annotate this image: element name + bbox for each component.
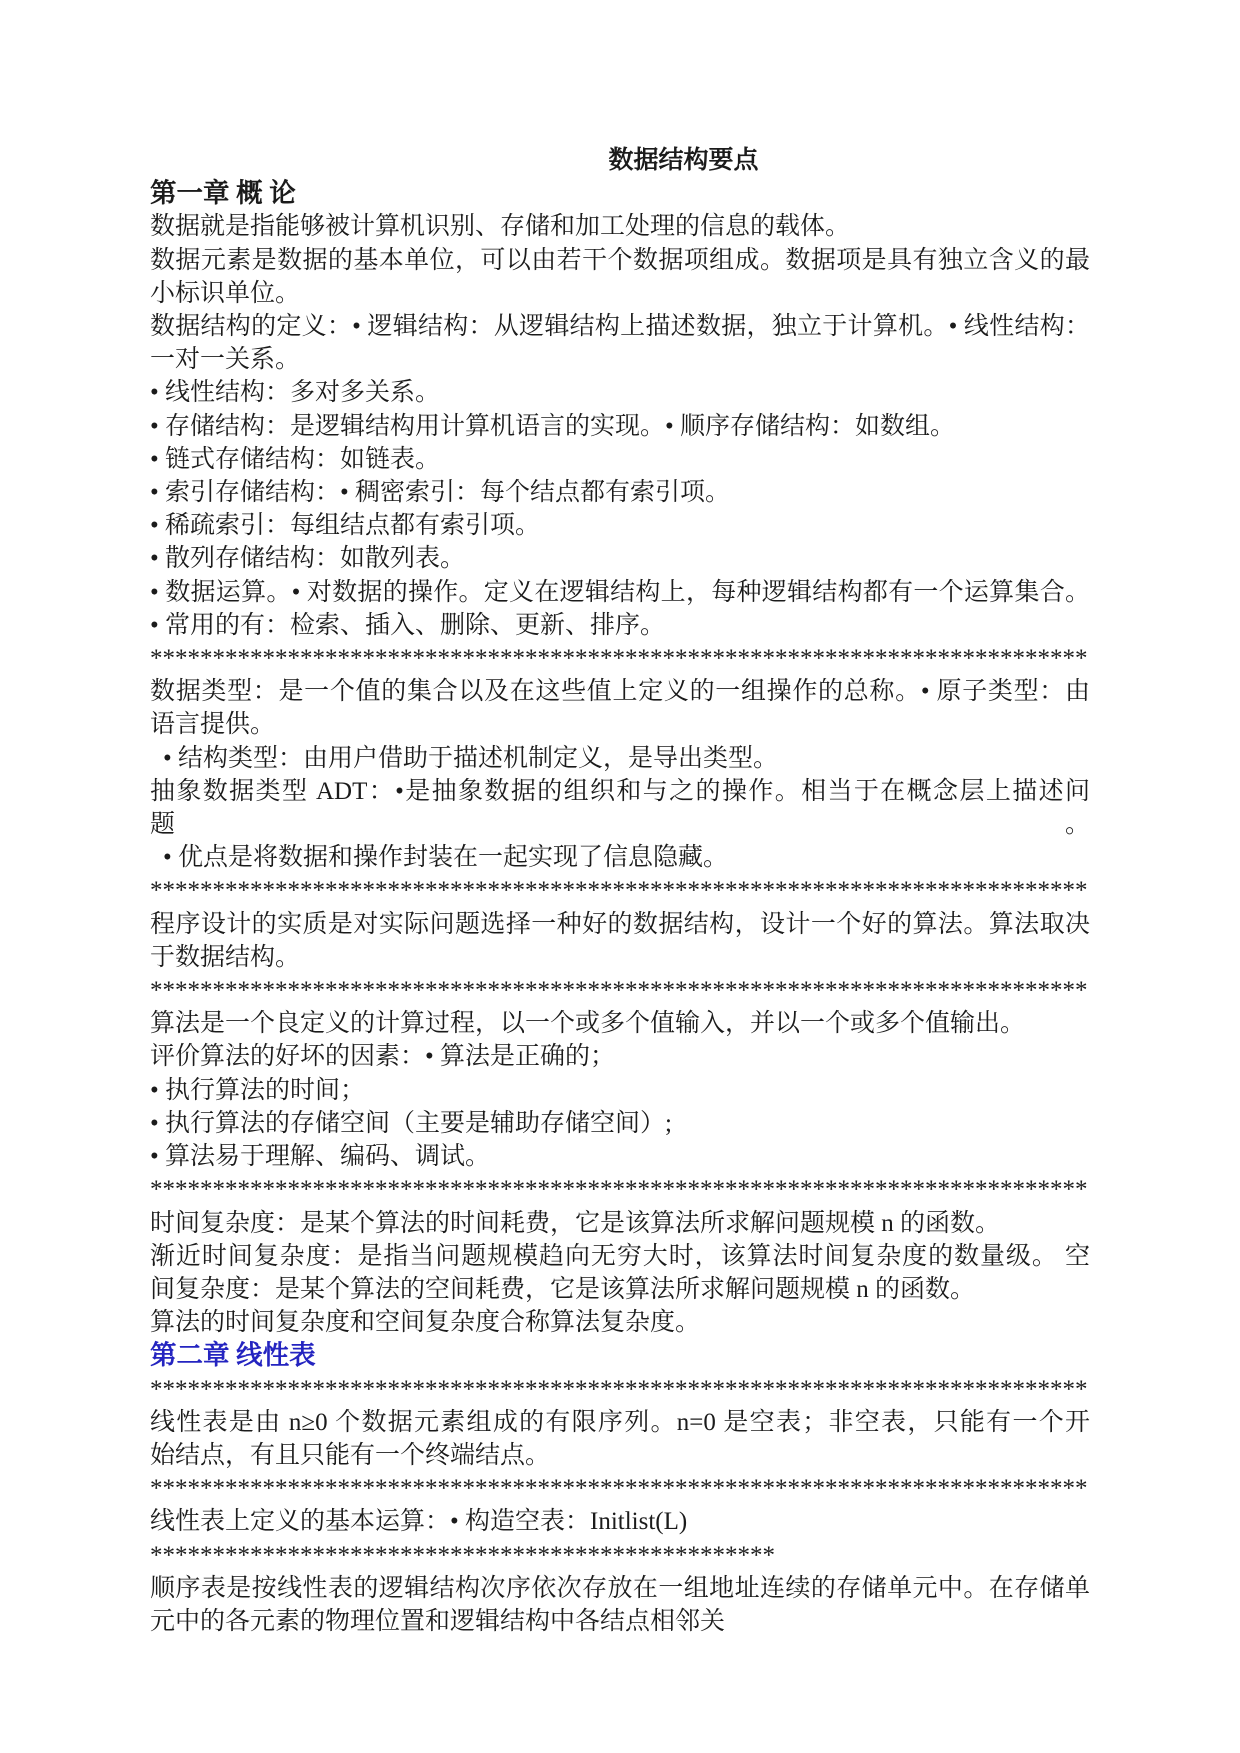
text-line: • 稀疏索引：每组结点都有索引项。 <box>150 512 541 540</box>
separator-line: *************************************************************************** <box>150 1475 1088 1503</box>
text-line: • 线性结构：多对多关系。 <box>150 379 441 407</box>
text-line: 数据就是指能够被计算机识别、存储和加工处理的信息的载体。 <box>150 213 851 241</box>
text-line: 始结点，有且只能有一个终端结点。 <box>150 1441 551 1469</box>
text-line: 线性表是由 n≥0 个数据元素组成的有限序列。n=0 是空表；非空表，只能有一个开 <box>150 1408 1090 1436</box>
text-line: 数据元素是数据的基本单位，可以由若干个数据项组成。数据项是具有独立含义的最 <box>150 246 1090 274</box>
text-line: 小标识单位。 <box>150 279 301 307</box>
text-line: • 算法易于理解、编码、调试。 <box>150 1143 491 1171</box>
chapter-2-heading: 第二章 线性表 <box>150 1340 316 1371</box>
text-line: 于数据结构。 <box>150 943 301 971</box>
text-line: 数据结构的定义：• 逻辑结构：从逻辑结构上描述数据，独立于计算机。• 线性结构： <box>150 313 1090 341</box>
text-line: 间复杂度：是某个算法的空间耗费，它是该算法所求解问题规模 n 的函数。 <box>150 1275 976 1303</box>
text-line: 时间复杂度：是某个算法的时间耗费，它是该算法所求解问题规模 n 的函数。 <box>150 1209 1001 1237</box>
text-line: 线性表上定义的基本运算：• 构造空表：Initlist(L) <box>150 1508 688 1536</box>
text-line: 一对一关系。 <box>150 346 301 374</box>
text-line: 语言提供。 <box>150 711 276 739</box>
separator-line: *************************************************************************** <box>150 1176 1088 1204</box>
text-line: • 数据运算。• 对数据的操作。定义在逻辑结构上，每种逻辑结构都有一个运算集合。 <box>150 578 1090 606</box>
text-line: • 优点是将数据和操作封装在一起实现了信息隐藏。 <box>163 844 729 872</box>
text-line: • 执行算法的时间； <box>150 1076 366 1104</box>
chapter-1-heading: 第一章 概 论 <box>150 178 296 209</box>
text-line: 算法是一个良定义的计算过程，以一个或多个值输入，并以一个或多个值输出。 <box>150 1010 1026 1038</box>
text-line: • 执行算法的存储空间（主要是辅助存储空间）; <box>150 1109 672 1137</box>
text-line: • 存储结构：是逻辑结构用计算机语言的实现。• 顺序存储结构：如数组。 <box>150 412 956 440</box>
text-line: 算法的时间复杂度和空间复杂度合称算法复杂度。 <box>150 1309 701 1337</box>
text-line: 抽象数据类型 ADT：•是抽象数据的组织和与之的操作。相当于在概念层上描述问题。 <box>150 777 1090 839</box>
text-line: 数据类型：是一个值的集合以及在这些值上定义的一组操作的总称。• 原子类型：由 <box>150 678 1090 706</box>
doc-title: 数据结构要点 <box>608 147 759 174</box>
text-line: • 索引存储结构：• 稠密索引：每个结点都有索引项。 <box>150 479 731 507</box>
text-line: 顺序表是按线性表的逻辑结构次序依次存放在一组地址连续的存储单元中。在存储单 <box>150 1574 1090 1602</box>
text-line: 渐近时间复杂度：是指当问题规模趋向无穷大时，该算法时间复杂度的数量级。 空 <box>150 1242 1090 1270</box>
separator-line: *************************************************************************** <box>150 977 1088 1005</box>
separator-line: *************************************************************************** <box>150 877 1088 905</box>
text-line: 元中的各元素的物理位置和逻辑结构中各结点相邻关 <box>150 1607 726 1635</box>
separator-line: *************************************************************************** <box>150 645 1088 673</box>
text-line: 程序设计的实质是对实际问题选择一种好的数据结构，设计一个好的算法。算法取决 <box>150 910 1090 938</box>
text-line: • 散列存储结构：如散列表。 <box>150 545 466 573</box>
text-line: 评价算法的好坏的因素：• 算法是正确的； <box>150 1043 616 1071</box>
separator-line: *************************************************************************** <box>150 1375 1088 1403</box>
separator-line: ************************************************** <box>150 1541 775 1569</box>
text-line: • 常用的有：检索、插入、删除、更新、排序。 <box>150 611 666 639</box>
text-line: • 链式存储结构：如链表。 <box>150 445 441 473</box>
text-line: • 结构类型：由用户借助于描述机制定义，是导出类型。 <box>163 744 779 772</box>
